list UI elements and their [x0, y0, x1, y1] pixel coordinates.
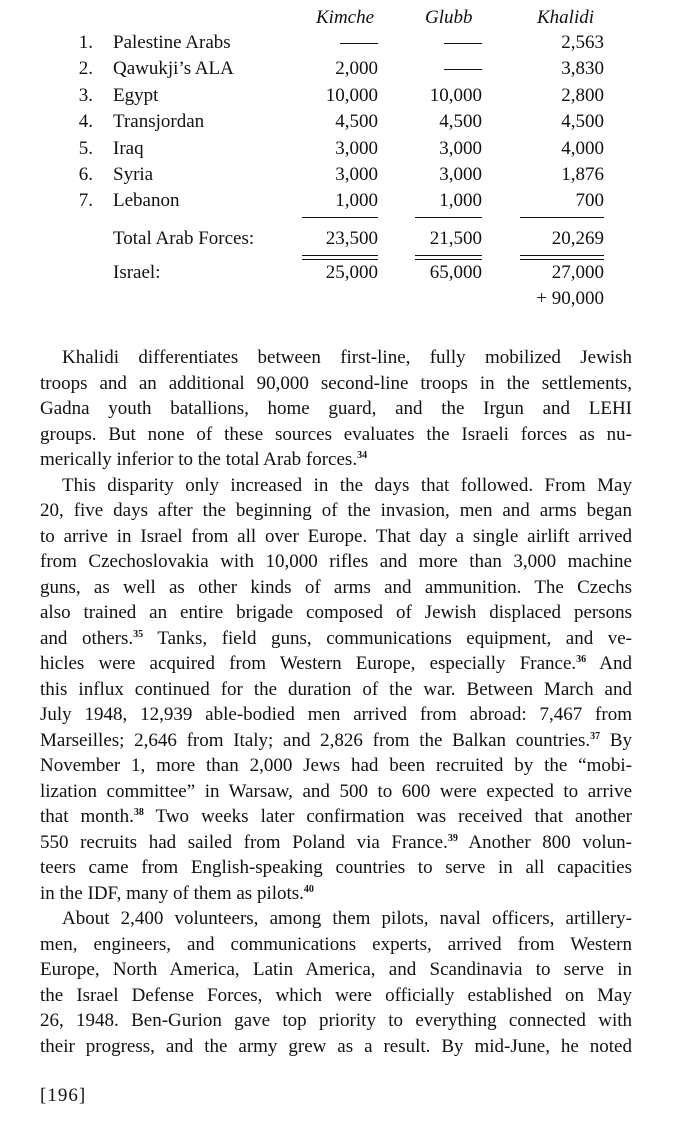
- row-number: 1.: [78, 32, 93, 53]
- header-glubb: Glubb: [425, 7, 473, 28]
- subtotal-rule: [415, 217, 482, 218]
- glubb-value: ——: [444, 32, 482, 53]
- line-text: troops and an additional 90,000 second-line troops in the settlements,: [40, 372, 632, 394]
- header-kimche: Kimche: [316, 7, 375, 28]
- line-text: 550 recruits had sailed from Poland via France.: [40, 831, 448, 853]
- footnote-marker: 34: [357, 450, 368, 461]
- text-line: [40, 932, 632, 958]
- khalidi-value: 2,800: [561, 84, 604, 106]
- text-line: [40, 524, 632, 550]
- row-number: 6.: [78, 164, 93, 185]
- glubb-value: 3,000: [439, 164, 482, 185]
- text-line: [40, 728, 632, 754]
- line-text: the Israel Defense Forces, which were officially established on May: [40, 984, 632, 1006]
- table-row: [0, 58, 680, 84]
- glubb-value: 3,000: [439, 137, 482, 159]
- footnote-marker: 39: [447, 832, 458, 844]
- israel-kimche: 25,000: [325, 262, 378, 283]
- israel-label: Israel:: [113, 262, 161, 283]
- total-double-rule: [520, 255, 604, 260]
- text-line: [40, 345, 632, 371]
- glubb-value: 10,000: [429, 84, 482, 106]
- row-label: Qawukji’s ALA: [113, 58, 234, 80]
- footnote-marker: 36: [576, 654, 587, 665]
- line-text: About 2,400 volunteers, among them pilots, naval officers, artillery-: [62, 908, 632, 929]
- text-line: [40, 651, 632, 677]
- kimche-value: 2,000: [335, 58, 378, 80]
- row-label: Palestine Arabs: [113, 32, 231, 53]
- line-text: Tanks, field guns, communications equipment, and ve-: [143, 627, 632, 649]
- text-line: [40, 549, 632, 575]
- table-row: [0, 164, 680, 190]
- line-text: July 1948, 12,939 able-bodied men arrived from abroad: 7,467 from: [40, 704, 632, 725]
- row-number: 2.: [78, 58, 93, 80]
- glubb-value: 4,500: [439, 111, 482, 133]
- text-line: [40, 804, 632, 830]
- total-kimche: 23,500: [325, 228, 378, 249]
- row-label: Egypt: [113, 84, 159, 106]
- line-text: This disparity only increased in the days that followed. From May: [62, 474, 632, 496]
- table-row: [0, 32, 680, 58]
- body-text: [40, 345, 632, 1059]
- row-label: Lebanon: [113, 190, 180, 212]
- text-line: [40, 371, 632, 397]
- line-text: in the IDF, many of them as pilots.: [40, 882, 304, 904]
- total-row: [0, 228, 680, 254]
- line-text: 26, 1948. Ben-Gurion gave top priority to everything connected with: [40, 1010, 632, 1031]
- text-line: [40, 957, 632, 983]
- text-line: [40, 906, 632, 932]
- text-line: [40, 447, 632, 473]
- text-line: [40, 1008, 632, 1034]
- line-text: Europe, North America, Latin America, and Scandinavia to serve in: [40, 959, 632, 980]
- line-text: also trained an entire brigade composed of Jewish displaced persons: [40, 602, 632, 623]
- line-text: teers came from English-speaking countries to serve in all capacities: [40, 857, 632, 878]
- line-text: By: [600, 729, 632, 751]
- khalidi-value: 4,500: [561, 111, 604, 133]
- text-line: [40, 575, 632, 601]
- line-text: their progress, and the army grew as a result. By mid-June, he noted: [40, 1035, 632, 1057]
- text-line: [40, 983, 632, 1009]
- line-text: from Czechoslovakia with 10,000 rifles and more than 3,000 machine: [40, 551, 632, 572]
- text-line: [40, 779, 632, 805]
- text-line: [40, 422, 632, 448]
- line-text: Another 800 volun-: [457, 831, 633, 853]
- total-khalidi: 20,269: [551, 228, 604, 249]
- row-number: 5.: [78, 137, 93, 159]
- line-text: that month.: [40, 806, 134, 827]
- kimche-value: ——: [340, 32, 378, 53]
- line-text: and others.: [40, 627, 134, 649]
- line-text: 20, five days after the beginning of the invasion, men and arms began: [40, 500, 632, 521]
- line-text: Marseilles; 2,646 from Italy; and 2,826 from the Balkan countries.: [40, 729, 591, 751]
- khalidi-value: 700: [575, 190, 604, 212]
- total-double-rule: [415, 255, 482, 260]
- israel-khalidi-extra: + 90,000: [536, 288, 604, 309]
- table-row: [0, 111, 680, 137]
- kimche-value: 3,000: [335, 164, 378, 185]
- text-line: [40, 396, 632, 422]
- text-line: [40, 677, 632, 703]
- khalidi-value: 2,563: [561, 32, 604, 53]
- subtotal-rule: [302, 217, 378, 218]
- row-number: 3.: [78, 84, 93, 106]
- footnote-marker: 40: [303, 883, 314, 895]
- text-line: [40, 830, 632, 856]
- row-label: Transjordan: [113, 111, 205, 133]
- khalidi-value: 4,000: [561, 137, 604, 159]
- page-number: [196]: [40, 1085, 87, 1106]
- text-line: [40, 753, 632, 779]
- kimche-value: 1,000: [335, 190, 378, 212]
- footnote-marker: 37: [590, 730, 601, 742]
- line-text: Gadna youth batallions, home guard, and the Irgun and LEHI: [40, 398, 632, 419]
- line-text: this influx continued for the duration of the war. Between March and: [40, 678, 632, 700]
- israel-khalidi: 27,000: [551, 262, 604, 283]
- text-line: [40, 855, 632, 881]
- table-row: [0, 190, 680, 216]
- text-line: [40, 600, 632, 626]
- footnote-marker: 38: [133, 807, 144, 818]
- total-glubb: 21,500: [429, 228, 482, 249]
- glubb-value: ——: [444, 58, 482, 80]
- line-text: Two weeks later confirmation was received that another: [143, 806, 632, 827]
- line-text: groups. But none of these sources evaluates the Israeli forces as nu-: [40, 423, 632, 445]
- table-row: [0, 85, 680, 111]
- text-line: [40, 626, 632, 652]
- israel-row: [0, 262, 680, 288]
- line-text: Khalidi differentiates between first-line, fully mobilized Jewish: [62, 347, 632, 368]
- header-khalidi: Khalidi: [537, 7, 595, 28]
- footnote-marker: 35: [133, 628, 144, 640]
- text-line: [40, 498, 632, 524]
- row-label: Iraq: [113, 137, 144, 159]
- line-text: merically inferior to the total Arab forces.: [40, 449, 358, 470]
- text-line: [40, 473, 632, 499]
- text-line: [40, 1034, 632, 1060]
- kimche-value: 3,000: [335, 137, 378, 159]
- khalidi-value: 1,876: [561, 164, 604, 185]
- khalidi-value: 3,830: [561, 58, 604, 80]
- row-label: Syria: [113, 164, 154, 185]
- line-text: guns, as well as other kinds of arms and ammunition. The Czechs: [40, 576, 632, 598]
- subtotal-rule: [520, 217, 604, 218]
- israel-glubb: 65,000: [429, 262, 482, 283]
- line-text: hicles were acquired from Western Europe, especially France.: [40, 653, 577, 674]
- row-number: 7.: [78, 190, 93, 212]
- line-text: lization committee” in Warsaw, and 500 to 600 were expected to arrive: [40, 780, 632, 802]
- row-number: 4.: [78, 111, 93, 133]
- text-line: [40, 881, 632, 907]
- total-label: Total Arab Forces:: [113, 228, 255, 249]
- kimche-value: 10,000: [325, 84, 378, 106]
- line-text: men, engineers, and communications experts, arrived from Western: [40, 933, 632, 955]
- israel-extra-row: [0, 288, 680, 314]
- glubb-value: 1,000: [439, 190, 482, 212]
- total-double-rule: [302, 255, 378, 260]
- line-text: And: [586, 653, 632, 674]
- kimche-value: 4,500: [335, 111, 378, 133]
- line-text: November 1, more than 2,000 Jews had been recruited by the “mobi-: [40, 755, 632, 776]
- table-row: [0, 138, 680, 164]
- text-line: [40, 702, 632, 728]
- line-text: to arrive in Israel from all over Europe. That day a single airlift arrived: [40, 525, 632, 547]
